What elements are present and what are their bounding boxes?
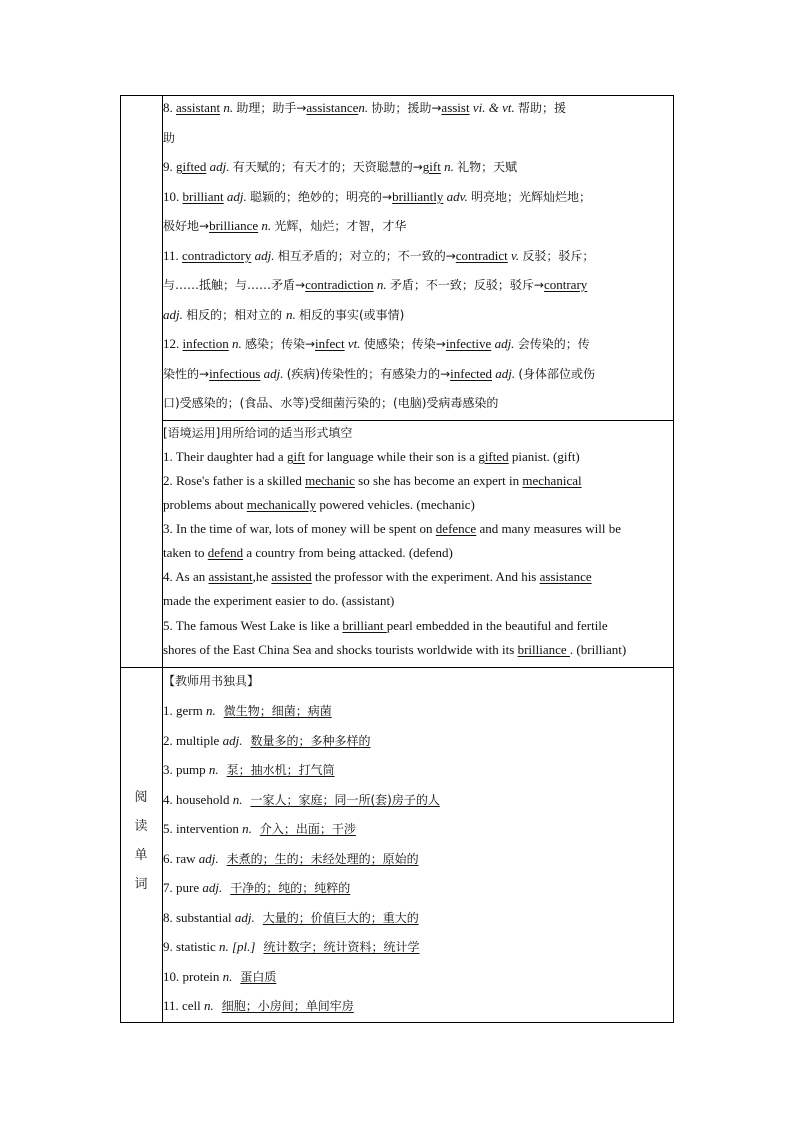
part-of-speech: adj.	[222, 732, 243, 748]
answer: assistance	[539, 569, 592, 584]
item-11-line-1: 11. contradictory adj. 相互矛盾的；对立的；不一致的→contradict v. 反驳；驳斥；	[163, 248, 595, 263]
headword: infection	[182, 336, 229, 351]
word: 2. multiple	[163, 732, 223, 748]
answer: brilliant	[342, 618, 387, 633]
item-9-line-1: 9. gifted adj. 有天赋的；有天才的；天资聪慧的→gift n. 礼物；天赋	[163, 159, 518, 174]
item-11-line-2: 与……抵触；与……矛盾→contradiction n. 矛盾；不一致；反驳；驳斥→contrary	[163, 277, 588, 292]
vocabulary-table	[120, 95, 674, 1023]
word: 10. protein	[163, 968, 223, 984]
meaning: 未煮的；生的；未经处理的；原始的	[226, 851, 419, 866]
exercise-heading: [语境运用]用所给词的适当形式填空	[163, 426, 353, 440]
sentence-2-line-2: problems about mechanically powered vehicles. (mechanic)	[163, 497, 475, 512]
answer: assisted	[271, 569, 312, 584]
item-12-line-2: 染性的→infectious adj. (疾病)传染性的；有感染力的→infected adj. (身体部位或伤	[163, 366, 596, 381]
list-item	[163, 968, 276, 985]
part-of-speech: adj.	[234, 909, 255, 925]
meaning: 一家人；家庭；同一所(套)房子的人	[250, 792, 440, 807]
word: 11. cell	[163, 998, 205, 1013]
meaning: 介入；出面；干涉	[259, 822, 356, 836]
meaning: 泵；抽水机；打气筒	[226, 763, 335, 777]
derived-word: infect	[315, 336, 345, 351]
sentence-5-line-1: 5. The famous West Lake is like a brilliant pearl embedded in the beautiful and fertile	[163, 618, 608, 633]
word: 5. intervention	[163, 821, 243, 836]
part-of-speech: adj.	[202, 880, 223, 895]
derived-word: assist	[441, 100, 470, 115]
derived-word: brilliance	[209, 218, 259, 233]
word: 4. household	[163, 791, 233, 807]
meaning: 干净的；纯的；纯粹的	[230, 881, 351, 895]
part-of-speech: n.	[204, 998, 214, 1013]
reading-words-cell	[163, 668, 666, 1022]
list-item	[163, 879, 350, 896]
item-11-line-3: adj. 相反的；相对立的 n. 相反的事实(或事情)	[163, 307, 405, 322]
list-item	[163, 997, 354, 1014]
sentence-4-line-2: made the experiment easier to do. (assistant)	[163, 593, 395, 608]
list-item	[163, 820, 356, 837]
answer: mechanic	[305, 473, 355, 488]
derived-word: assistance	[306, 100, 359, 115]
teacher-book-heading: 【教师用书独具】	[163, 674, 260, 688]
answer: gifted	[478, 449, 509, 464]
sentence-1: 1. Their daughter had a gift for language while their son is a gifted pianist. (gift)	[163, 449, 580, 464]
headword: brilliant	[182, 189, 224, 204]
item-10-line-2: 极好地→brilliance n. 光辉，灿烂；才智，才华	[163, 218, 407, 233]
headword: gifted	[176, 159, 207, 174]
item-8-line-2: 助	[163, 131, 176, 145]
derived-word: infective	[445, 336, 492, 351]
word: 7. pure	[163, 880, 203, 895]
sentence-3-line-2: taken to defend a country from being attacked. (defend)	[163, 545, 453, 560]
part-of-speech: adj.	[198, 850, 219, 866]
derived-word: contradict	[455, 248, 508, 263]
sentence-2-line-1: 2. Rose's father is a skilled mechanic so she has become an expert in mechanical	[163, 473, 582, 488]
answer: gift	[286, 449, 306, 464]
list-item	[163, 938, 419, 955]
item-12-line-1: 12. infection n. 感染；传染→infect vt. 使感染；传染→infective adj. 会传染的；传	[163, 336, 590, 351]
item-10-line-1: 10. brilliant adj. 聪颖的；绝妙的；明亮的→brilliantly adv. 明亮地；光辉灿烂地；	[163, 189, 591, 204]
part-of-speech: n.	[222, 968, 233, 984]
context-usage-cell	[163, 421, 666, 667]
meaning: 蛋白质	[240, 969, 277, 984]
list-item	[163, 791, 440, 808]
list-item	[163, 761, 335, 778]
answer: mechanical	[522, 473, 582, 488]
list-item	[163, 702, 332, 719]
table-border-right	[673, 95, 674, 1023]
item-8-line-1: 8. assistant n. 助理；助手→assistancen. 协助；援助→assist vi. & vt. 帮助；援	[163, 100, 566, 115]
answer: defence	[435, 521, 477, 536]
sentence-3-line-1: 3. In the time of war, lots of money will be spent on defence and many measures will be	[163, 521, 621, 536]
list-item	[163, 909, 419, 926]
part-of-speech: n. [pl.]	[218, 939, 256, 954]
list-item	[163, 732, 370, 749]
answer: mechanically	[246, 497, 317, 512]
derived-word: contrary	[543, 277, 588, 292]
headword: contradictory	[182, 248, 252, 263]
meaning: 统计数字；统计资料；统计学	[263, 940, 420, 954]
answer: assistant	[208, 569, 253, 584]
meaning: 大量的；价值巨大的；重大的	[262, 910, 419, 925]
word-derivation-cell	[163, 95, 666, 420]
reading-words-label: 阅 读 单 词	[134, 790, 148, 892]
answer: defend	[207, 545, 244, 560]
word: 8. substantial	[163, 909, 235, 925]
part-of-speech: n.	[205, 703, 216, 718]
word: 1. germ	[163, 703, 206, 718]
answer: brilliance	[517, 642, 570, 657]
part-of-speech: n.	[208, 762, 219, 777]
word: 6. raw	[163, 850, 199, 866]
item-12-line-3: 口)受感染的；(食品、水等)受细菌污染的；(电脑)受病毒感染的	[163, 396, 499, 410]
derived-word: infectious	[209, 366, 261, 381]
meaning: 微生物；细菌；病菌	[223, 704, 332, 718]
derived-word: gift	[422, 159, 441, 174]
word: 3. pump	[163, 762, 209, 777]
part-of-speech: n.	[232, 791, 243, 807]
derived-word: contradiction	[305, 277, 374, 292]
part-of-speech: n.	[242, 821, 252, 836]
sentence-4-line-1: 4. As an assistant,he assisted the professor with the experiment. And his assistance	[163, 569, 592, 584]
meaning: 数量多的；多种多样的	[250, 733, 371, 748]
list-item	[163, 850, 419, 867]
derived-word: infected	[450, 366, 492, 381]
table-border-bottom	[120, 1022, 674, 1023]
sentence-5-line-2: shores of the East China Sea and shocks tourists worldwide with its brilliance . (brilliant)	[163, 642, 627, 657]
headword: assistant	[176, 100, 221, 115]
word: 9. statistic	[163, 939, 219, 954]
derived-word: brilliantly	[392, 189, 444, 204]
meaning: 细胞；小房间；单间牢房	[221, 999, 354, 1013]
